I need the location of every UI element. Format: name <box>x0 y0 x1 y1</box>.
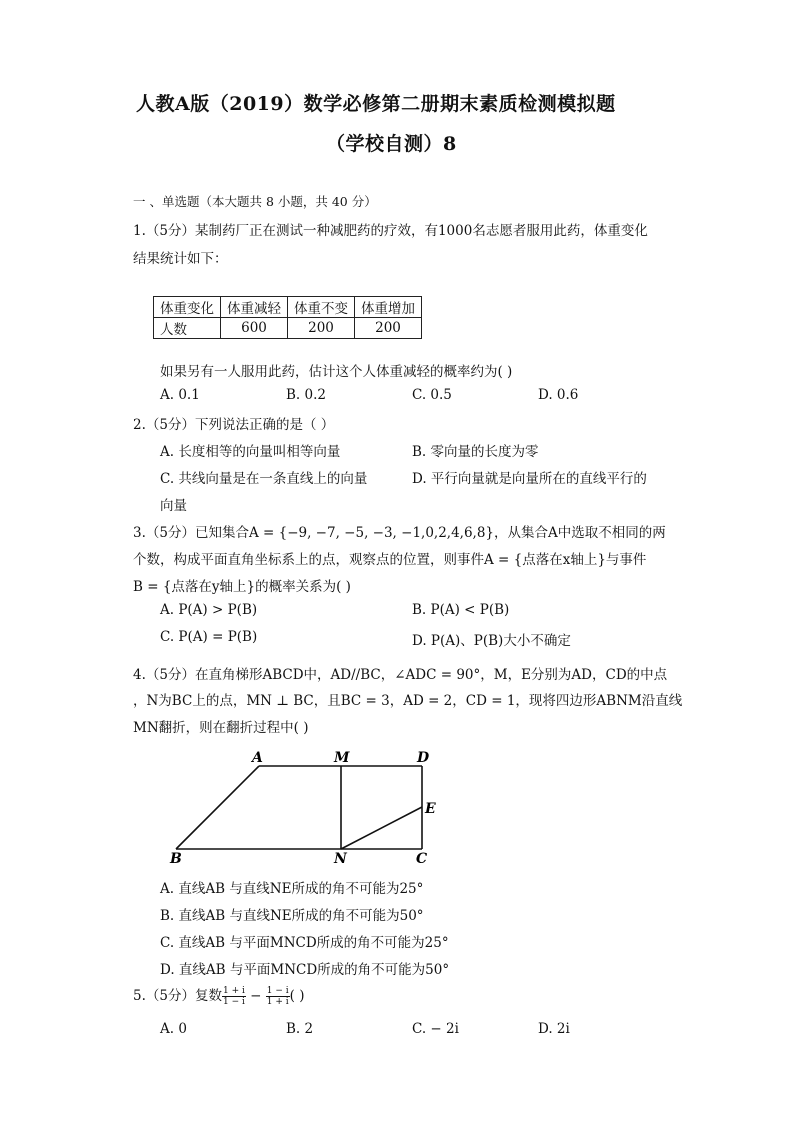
segment-ne <box>341 807 422 849</box>
q5-stem <box>133 984 304 1007</box>
q5-frac2-denominator: 1 + i <box>266 997 289 1007</box>
q1-option-c: C. 0.5 <box>412 387 452 403</box>
q2-option-c: C. 共线向量是在一条直线上的向量 <box>160 471 368 487</box>
q2-option-d: D. 平行向量就是向量所在的直线平行的 <box>412 471 647 487</box>
q4-option-c: C. 直线AB 与平面MNCD所成的角不可能为25° <box>160 935 449 951</box>
q3-line1: 3.（5分）已知集合A = {−9, −7, −5, −3, −1,0,2,4,6,8}，从集合A中选取不相同的两 <box>133 525 666 541</box>
q3-line2: 个数，构成平面直角坐标系上的点，观察点的位置，则事件A = {点落在x轴上}与事件 <box>133 552 647 568</box>
table-cell: 200 <box>288 318 355 339</box>
page-title: 人教A版（2019）数学必修第二册期末素质检测模拟题 <box>136 93 616 115</box>
q2-option-b: B. 零向量的长度为零 <box>412 444 539 460</box>
q5-stem-prefix: 5.（5分）复数 <box>133 988 222 1004</box>
q5-frac1-numerator: 1 + i <box>222 986 245 996</box>
q4-option-d: D. 直线AB 与平面MNCD所成的角不可能为50° <box>160 962 450 978</box>
q2-stem: 2.（5分）下列说法正确的是（ ） <box>133 417 335 433</box>
q5-option-c: C. − 2i <box>412 1021 459 1037</box>
table-cell: 体重变化 <box>154 297 221 318</box>
q5-fraction-2 <box>266 986 290 1007</box>
q3-option-b: B. P(A) < P(B) <box>412 602 510 618</box>
table-header-row <box>154 297 422 318</box>
q4-trapezoid-figure <box>160 745 450 870</box>
table-cell: 体重增加 <box>355 297 422 318</box>
q5-stem-suffix: ( ) <box>289 988 305 1004</box>
table-cell: 体重不变 <box>288 297 355 318</box>
q1-question: 如果另有一人服用此药，估计这个人体重减轻的概率约为( ) <box>160 364 513 380</box>
q2-option-d-cont: 向量 <box>160 498 187 514</box>
section-header: 一 、单选题（本大题共 8 小题，共 40 分） <box>133 194 377 209</box>
label-c: C <box>416 851 428 867</box>
q3-option-c: C. P(A) = P(B) <box>160 629 258 645</box>
q4-option-a: A. 直线AB 与直线NE所成的角不可能为25° <box>160 881 424 897</box>
q4-line3: MN翻折，则在翻折过程中( ) <box>133 720 309 736</box>
q4-line2: ，N为BC上的点，MN ⊥ BC，且BC = 3，AD = 2，CD = 1，现将四边形ABNM沿直线 <box>133 693 683 709</box>
q1-line1: 1.（5分）某制药厂正在测试一种减肥药的疗效，有1000名志愿者服用此药，体重变化 <box>133 223 648 239</box>
q1-stat-table <box>153 296 422 339</box>
q3-option-d: D. P(A)、P(B)大小不确定 <box>412 633 571 649</box>
q1-option-a: A. 0.1 <box>160 387 200 403</box>
table-cell: 200 <box>355 318 422 339</box>
q5-option-b: B. 2 <box>286 1021 314 1037</box>
q5-frac1-denominator: 1 − i <box>222 997 245 1007</box>
table-cell: 600 <box>221 318 288 339</box>
q5-fraction-1 <box>222 986 246 1007</box>
table-cell: 人数 <box>154 318 221 339</box>
label-m: M <box>334 750 350 766</box>
label-b: B <box>170 851 182 867</box>
q5-minus: − <box>250 988 262 1004</box>
q5-option-d: D. 2i <box>538 1021 570 1037</box>
q1-option-b: B. 0.2 <box>286 387 326 403</box>
q5-frac2-numerator: 1 − i <box>266 986 289 996</box>
q1-line2: 结果统计如下： <box>133 251 228 267</box>
label-a: A <box>252 750 263 766</box>
segment-ab <box>176 766 259 849</box>
label-d: D <box>417 750 430 766</box>
table-cell: 体重减轻 <box>221 297 288 318</box>
page-subtitle: （学校自测）8 <box>326 133 457 155</box>
q5-option-a: A. 0 <box>160 1021 187 1037</box>
q1-option-d: D. 0.6 <box>538 387 579 403</box>
q4-line1: 4.（5分）在直角梯形ABCD中，AD//BC，∠ADC = 90°，M，E分别为AD，CD的中点 <box>133 667 668 683</box>
q4-option-b: B. 直线AB 与直线NE所成的角不可能为50° <box>160 908 424 924</box>
q3-line3: B = {点落在y轴上}的概率关系为( ) <box>133 579 351 595</box>
label-n: N <box>334 851 347 867</box>
q2-option-a: A. 长度相等的向量叫相等向量 <box>160 444 341 460</box>
q3-option-a: A. P(A) > P(B) <box>160 602 258 618</box>
label-e: E <box>425 801 436 817</box>
table-row <box>154 318 422 339</box>
